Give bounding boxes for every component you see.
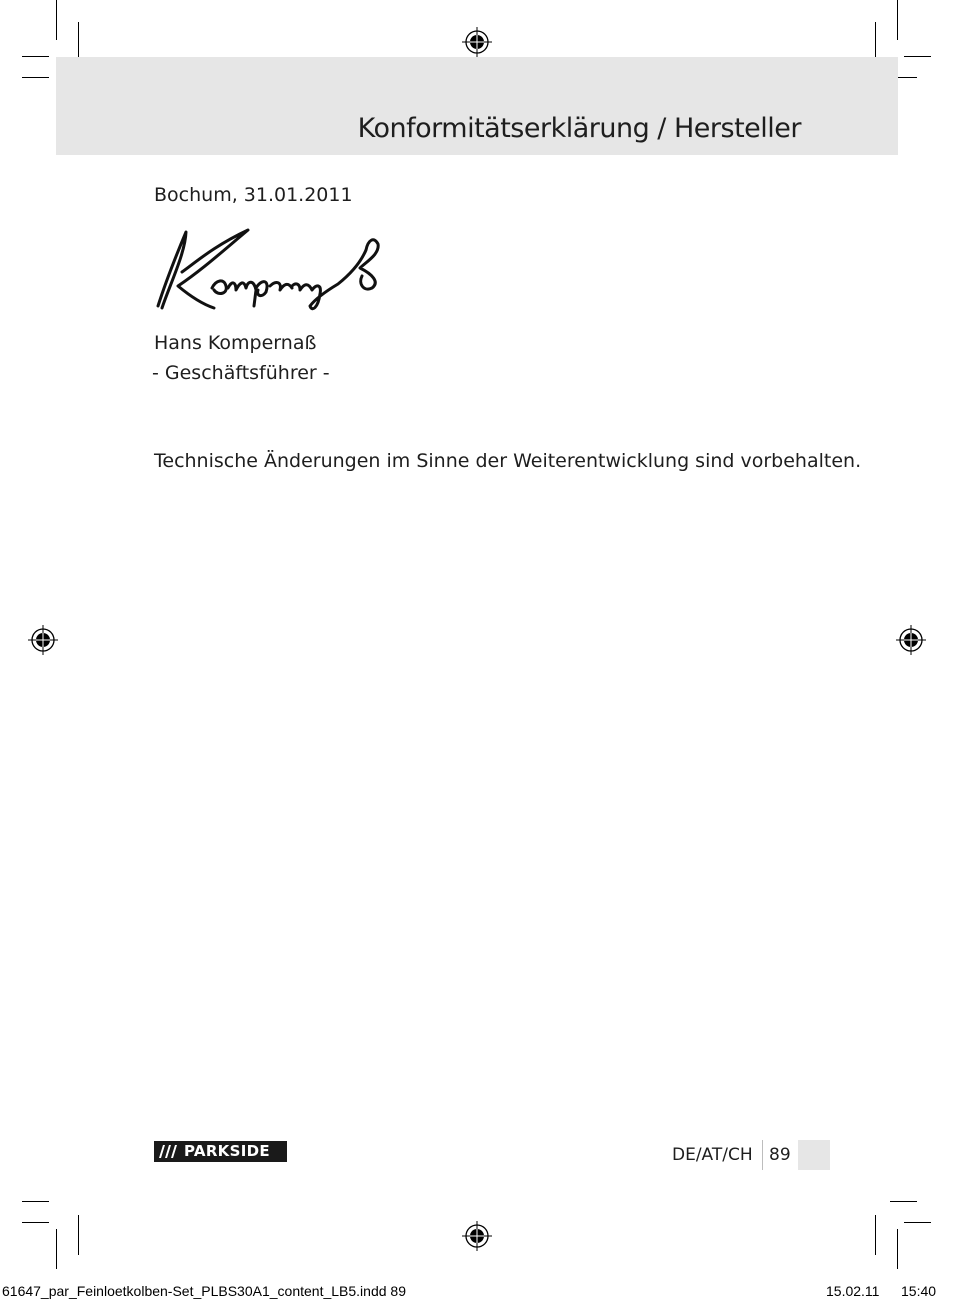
brand-name: PARKSIDE [184, 1142, 270, 1160]
crop-mark-icon [22, 56, 49, 57]
signature-icon [152, 226, 384, 314]
crop-mark-icon [904, 1222, 931, 1223]
crop-mark-icon [56, 0, 57, 40]
technical-notice: Technische Änderungen im Sinne der Weiterentwicklung sind vorbehalten. [154, 450, 862, 472]
region-label: DE/AT/CH [672, 1145, 753, 1165]
brand-logo-icon [154, 1141, 287, 1162]
slug-date: 15.02.11 [826, 1283, 880, 1299]
registration-mark-icon [28, 625, 58, 655]
crop-mark-icon [78, 22, 79, 62]
crop-mark-icon [875, 22, 876, 62]
footer-divider [762, 1140, 763, 1170]
crop-mark-icon [22, 1201, 49, 1202]
slug-filename: 61647_par_Feinloetkolben-Set_PLBS30A1_content_LB5.indd 89 [2, 1283, 406, 1299]
page-number-box [798, 1140, 830, 1170]
crop-mark-icon [875, 1215, 876, 1255]
page-number: 89 [769, 1145, 791, 1165]
crop-mark-icon [22, 1222, 49, 1223]
crop-mark-icon [78, 1215, 79, 1255]
crop-mark-icon [890, 1201, 917, 1202]
crop-mark-icon [897, 0, 898, 40]
place-date: Bochum, 31.01.2011 [154, 184, 353, 206]
logo-slashes-icon [154, 1141, 184, 1162]
crop-mark-icon [56, 1229, 57, 1269]
registration-mark-icon [896, 625, 926, 655]
crop-mark-icon [904, 56, 931, 57]
signer-name: Hans Kompernaß [154, 332, 317, 354]
registration-mark-icon [462, 1221, 492, 1251]
registration-mark-icon [462, 27, 492, 57]
crop-mark-icon [897, 1229, 898, 1269]
crop-mark-icon [22, 77, 49, 78]
page-title: Konformitätserklärung / Hersteller [357, 113, 801, 144]
slug-time: 15:40 [901, 1283, 937, 1299]
signer-role: - Geschäftsführer - [152, 362, 330, 384]
